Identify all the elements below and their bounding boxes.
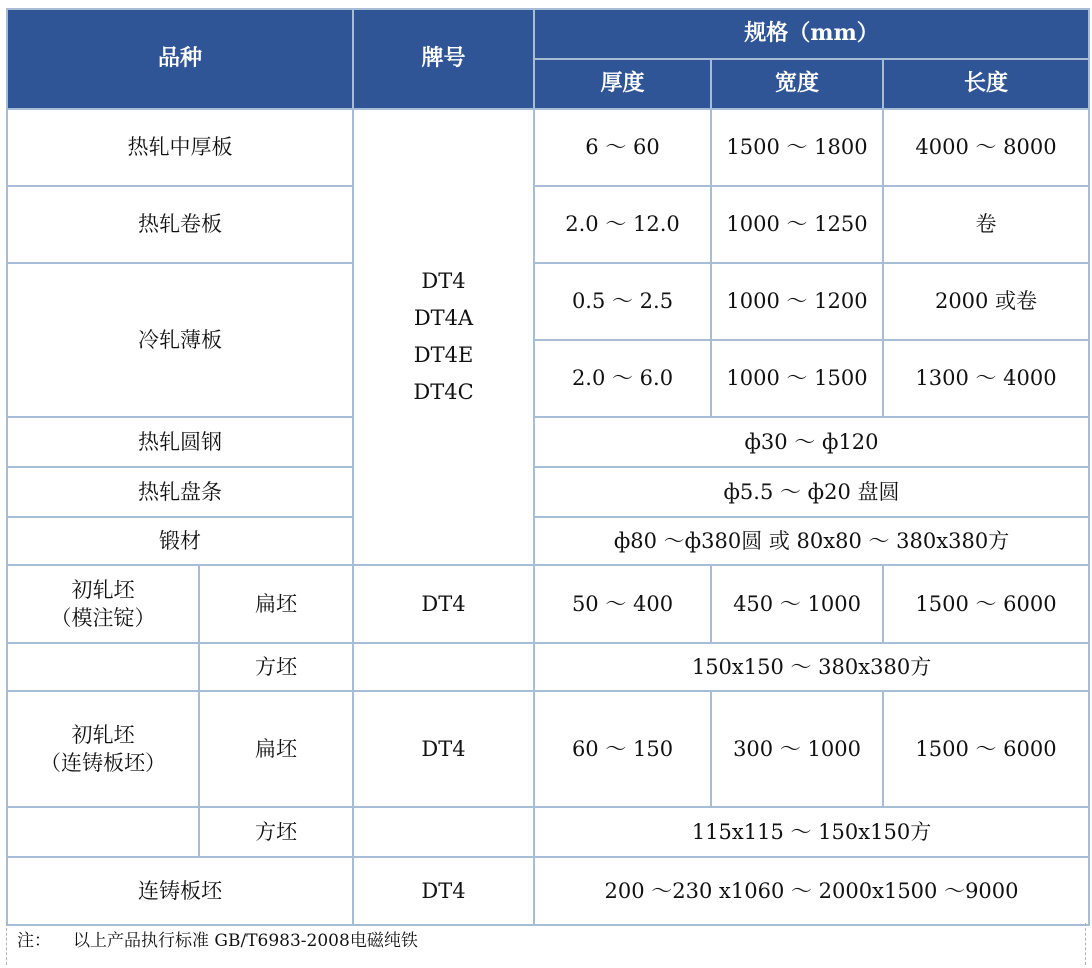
table-row	[7, 565, 1089, 643]
empty-cell	[353, 807, 534, 857]
variety-cell: 冷轧薄板	[7, 263, 353, 417]
header-row-1	[7, 9, 1089, 59]
grade-cell: DT4	[353, 565, 534, 643]
table-row	[7, 517, 1089, 565]
header-length: 长度	[883, 59, 1089, 109]
thickness-cell: 50 ～ 400	[534, 565, 711, 643]
shared-grade-cell	[353, 109, 534, 565]
table-row	[7, 857, 1089, 925]
grade-cell: DT4	[353, 857, 534, 925]
header-grade: 牌号	[353, 9, 534, 109]
spec-cell: 115x115 ～ 150x150方	[534, 807, 1089, 857]
grade-item: DT4A	[413, 306, 474, 330]
subtype-cell: 方坯	[199, 643, 353, 691]
length-cell: 4000 ～ 8000	[883, 109, 1089, 186]
spec-cell: ф80 ～ф380圆 或 80x80 ～ 380x380方	[534, 517, 1089, 565]
table-row	[7, 467, 1089, 517]
spec-cell: 200 ～230 x1060 ～ 2000x1500 ～9000	[534, 857, 1089, 925]
variety-cell	[7, 691, 199, 807]
length-cell: 1500 ～ 6000	[883, 691, 1089, 807]
width-cell: 1000 ～ 1200	[711, 263, 883, 340]
length-cell: 1300 ～ 4000	[883, 340, 1089, 417]
empty-cell	[7, 643, 199, 691]
spec-cell: ф30 ～ ф120	[534, 417, 1089, 467]
thickness-cell: 60 ～ 150	[534, 691, 711, 807]
header-spec: 规格（mm）	[534, 9, 1089, 59]
variety-line: 初轧坯	[71, 722, 135, 747]
length-cell: 卷	[883, 186, 1089, 263]
empty-cell	[7, 807, 199, 857]
variety-cell: 连铸板坯	[7, 857, 353, 925]
header-thickness: 厚度	[534, 59, 711, 109]
width-cell: 1000 ～ 1250	[711, 186, 883, 263]
empty-cell	[353, 643, 534, 691]
thickness-cell: 2.0 ～ 6.0	[534, 340, 711, 417]
thickness-cell: 2.0 ～ 12.0	[534, 186, 711, 263]
width-cell: 1000 ～ 1500	[711, 340, 883, 417]
table-row	[7, 643, 1089, 691]
table-row	[7, 807, 1089, 857]
spec-cell: ф5.5 ～ ф20 盘圆	[534, 467, 1089, 517]
footnote-text: 以上产品执行标准 GB/T6983-2008电磁纯铁	[73, 931, 418, 951]
width-cell: 300 ～ 1000	[711, 691, 883, 807]
length-cell: 1500 ～ 6000	[883, 565, 1089, 643]
variety-cell: 热轧中厚板	[7, 109, 353, 186]
spec-cell: 150x150 ～ 380x380方	[534, 643, 1089, 691]
table-row	[7, 417, 1089, 467]
grade-item: DT4C	[413, 380, 474, 404]
variety-line: （模注锭）	[50, 606, 156, 630]
width-cell: 450 ～ 1000	[711, 565, 883, 643]
grade-item: DT4E	[413, 343, 474, 367]
variety-cell	[7, 565, 199, 643]
table-row	[7, 691, 1089, 807]
header-width: 宽度	[711, 59, 883, 109]
variety-line: 初轧坯	[71, 577, 135, 602]
thickness-cell: 6 ～ 60	[534, 109, 711, 186]
variety-cell: 热轧盘条	[7, 467, 353, 517]
subtype-cell: 扁坯	[199, 691, 353, 807]
table-row	[7, 109, 1089, 186]
footnote-label: 注：	[17, 931, 51, 951]
length-cell: 2000 或卷	[883, 263, 1089, 340]
variety-cell: 热轧圆钢	[7, 417, 353, 467]
variety-line: （连铸板坯）	[40, 751, 166, 775]
table-row	[7, 186, 1089, 263]
subtype-cell: 扁坯	[199, 565, 353, 643]
grade-item: DT4	[421, 269, 466, 293]
variety-cell: 热轧卷板	[7, 186, 353, 263]
table-row	[7, 263, 1089, 340]
width-cell: 1500 ～ 1800	[711, 109, 883, 186]
header-variety: 品种	[7, 9, 353, 109]
variety-cell: 锻材	[7, 517, 353, 565]
spec-table-wrapper	[6, 8, 1088, 926]
spec-table	[6, 8, 1090, 926]
thickness-cell: 0.5 ～ 2.5	[534, 263, 711, 340]
grade-cell: DT4	[353, 691, 534, 807]
subtype-cell: 方坯	[199, 807, 353, 857]
footnote	[6, 923, 1086, 965]
